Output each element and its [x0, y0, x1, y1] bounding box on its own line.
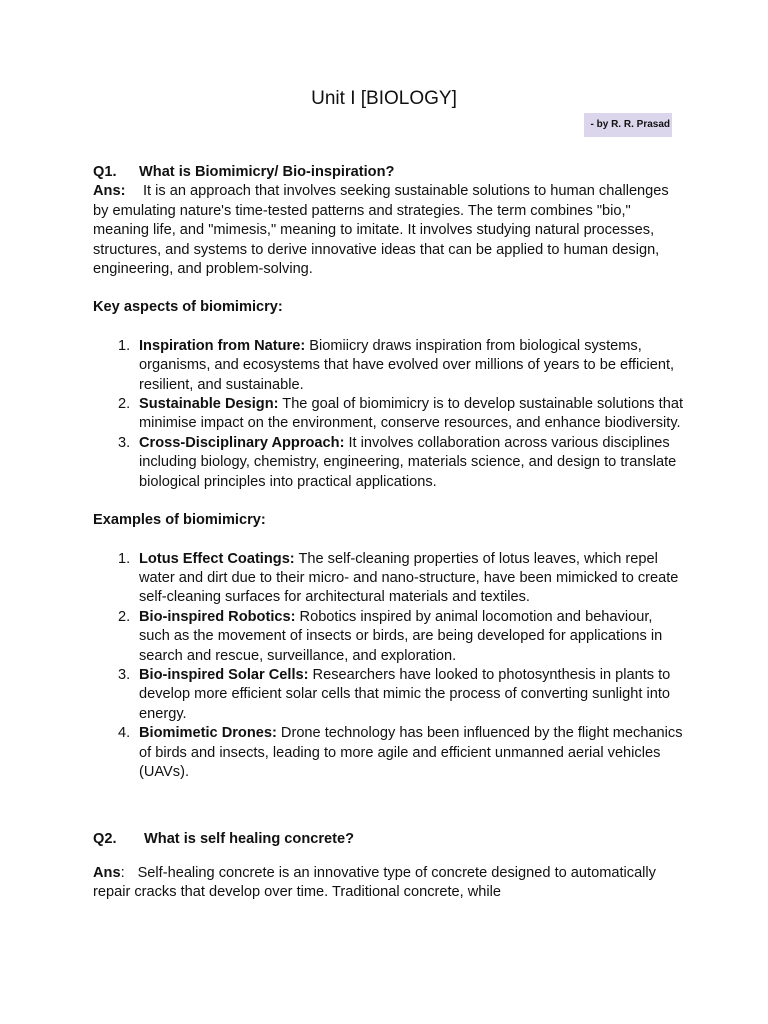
examples-heading: Examples of biomimicry: [93, 512, 266, 529]
author-byline: - by R. R. Prasad [584, 113, 672, 137]
list-item [93, 550, 683, 608]
list-item [93, 666, 683, 724]
list-number: 4. [118, 725, 131, 742]
list-number: 2. [118, 608, 131, 625]
list-text: Biomiicry draws inspiration from biological systems, organisms, and ecosystems that have evolved over millions of years to be efficient, resilient, and sustainable. [139, 337, 675, 393]
question-number: Q1. [93, 164, 117, 180]
examples-list [93, 550, 683, 783]
key-aspects-heading: Key aspects of biomimicry: [93, 299, 283, 316]
answer-label: Ans: [93, 183, 126, 200]
answer-separator: : [120, 864, 125, 881]
list-term: Bio-inspired Solar Cells: [139, 666, 309, 683]
answer-1 [93, 182, 683, 279]
list-number: 1. [118, 550, 131, 567]
list-term: Bio-inspired Robotics: [139, 608, 296, 625]
answer-2 [93, 864, 683, 903]
list-text: Researchers have looked to photosynthesis in plants to develop more efficient solar cells that mimic the process of converting sunlight into energy. [139, 666, 671, 722]
answer-text: Self-healing concrete is an innovative type of concrete designed to automatically repair cracks that develop over time. Traditional concrete, while [93, 864, 656, 901]
list-text: The goal of biomimicry is to develop sustainable solutions that minimise impact on the environment, conserve resources, and enhance biodiversity. [139, 396, 684, 432]
list-text: Robotics inspired by animal locomotion and behaviour, such as the movement of insects or birds, are being developed for applications in search and rescue, surveillance, and exploration. [139, 608, 663, 664]
list-number: 3. [118, 666, 131, 683]
list-number: 3. [118, 434, 131, 451]
list-item [93, 434, 683, 492]
question-text: What is self healing concrete? [144, 831, 355, 848]
list-number: 2. [118, 396, 131, 413]
answer-text: It is an approach that involves seeking sustainable solutions to human challenges by emulating nature's time-tested patterns and strategies. The term combines "bio," meaning life, and "mimesis," meaning to imitate. It involves studying natural processes, structures, and systems to derive innovative ideas that can be applied to human design, engineering, and problem-solving. [93, 183, 669, 278]
list-item [93, 337, 683, 395]
page-title: Unit I [BIOLOGY] [311, 88, 457, 109]
list-term: Inspiration from Nature: [139, 337, 306, 354]
question-2 [93, 830, 683, 849]
list-term: Biomimetic Drones: [139, 725, 277, 742]
question-1 [93, 163, 683, 182]
list-term: Cross-Disciplinary Approach: [139, 434, 345, 451]
key-aspects-list [93, 337, 683, 492]
list-text: It involves collaboration across various disciplines including biology, chemistry, engineering, materials science, and design to translate biological principles into practical applications. [139, 434, 677, 490]
list-term: Lotus Effect Coatings: [139, 550, 295, 567]
list-term: Sustainable Design: [139, 396, 279, 413]
list-text: Drone technology has been influenced by the flight mechanics of birds and insects, leading to more agile and efficient unmanned aerial vehicles (UAVs). [139, 725, 683, 780]
answer-label: Ans [93, 864, 121, 881]
document-body [93, 163, 683, 903]
list-number: 1. [118, 337, 131, 354]
question-number: Q2. [93, 831, 117, 848]
list-item [93, 608, 683, 666]
list-item [93, 724, 683, 782]
list-item [93, 395, 683, 434]
question-text: What is Biomimicry/ Bio-inspiration? [139, 164, 395, 180]
list-text: The self-cleaning properties of lotus leaves, which repel water and dirt due to their micro- and nano-structure, have been mimicked to create self-cleaning surfaces for architectural materials and textiles. [139, 550, 679, 606]
